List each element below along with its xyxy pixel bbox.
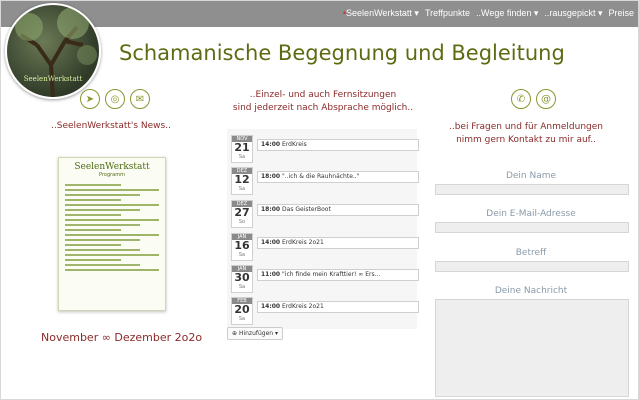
site-logo[interactable] xyxy=(5,3,101,99)
program-text-lines xyxy=(65,184,159,271)
event-date: FEB 20 Sa xyxy=(231,297,253,325)
nav-item-seelenwerkstatt[interactable]: •SeelenWerkstatt ▾ xyxy=(342,8,419,18)
event-title: 18:00 "..ich & die Rauhnächte.." xyxy=(257,171,419,183)
event-date: DEZ 27 So xyxy=(231,200,253,228)
event-date: DEZ 12 Sa xyxy=(231,167,253,195)
contact-icons xyxy=(511,89,556,109)
add-to-calendar-button[interactable]: ⊕ Hinzufügen ▾ xyxy=(227,327,283,340)
contact-info xyxy=(441,121,611,147)
event-title: 14:00 ErdKreis 2o21 xyxy=(257,301,419,313)
mail-icon[interactable]: ✉ xyxy=(130,89,150,109)
event-date: JAN 30 Sa xyxy=(231,265,253,293)
rss-icon: ⊕ xyxy=(232,330,238,337)
event-title: 11:00 "ich finde mein Krafttier! ∞ Ers... xyxy=(257,269,419,281)
program-subtitle: Programm xyxy=(99,172,125,178)
nav-item-wege-finden[interactable]: ..Wege finden ▾ xyxy=(475,8,539,18)
nav-item-preise[interactable]: Preise xyxy=(608,8,634,18)
sessions-info xyxy=(223,89,423,115)
contact-info-line1: ..bei Fragen und für Anmeldungen xyxy=(448,122,604,132)
event-item[interactable] xyxy=(231,297,417,325)
paper-plane-icon[interactable]: ➤ xyxy=(80,89,100,109)
event-item[interactable] xyxy=(231,233,417,261)
page-title: Schamanische Begegnung und Begleitung xyxy=(119,41,565,65)
at-sign-icon[interactable]: @ xyxy=(536,89,556,109)
nav-item-rausgepickt[interactable]: ..rausgepickt ▾ xyxy=(544,8,603,18)
instagram-icon[interactable]: ◎ xyxy=(105,89,125,109)
email-field[interactable] xyxy=(435,222,629,233)
event-date: NOV 21 Sa xyxy=(231,135,253,163)
message-textarea[interactable] xyxy=(435,299,629,397)
contact-info-line2: nimm gern Kontakt zu mir auf.. xyxy=(456,135,596,145)
event-title: 14:00 ErdKreis 2o21 xyxy=(257,237,419,249)
email-label: Dein E-Mail-Adresse xyxy=(486,209,576,219)
event-item[interactable] xyxy=(231,200,417,228)
event-item[interactable] xyxy=(231,135,417,163)
logo-text: SeelenWerkstatt xyxy=(23,75,83,83)
message-label: Deine Nachricht xyxy=(494,286,568,296)
event-title: 18:00 Das GeisterBoot xyxy=(257,204,419,216)
program-flyer-image[interactable] xyxy=(58,157,166,311)
sessions-info-line2: sind jederzeit nach Absprache möglich.. xyxy=(232,103,414,113)
event-title: 14:00 ErdKreis xyxy=(257,139,419,151)
event-date: JAN 16 Sa xyxy=(231,233,253,261)
program-caption: November ∞ Dezember 2o2o xyxy=(41,331,203,344)
event-item[interactable] xyxy=(231,167,417,195)
tree-logo-image xyxy=(7,5,99,97)
program-title: SeelenWerkstatt xyxy=(74,162,150,172)
name-field[interactable] xyxy=(435,184,629,195)
nav-item-treffpunkte[interactable]: Treffpunkte xyxy=(424,8,470,18)
subject-field[interactable] xyxy=(435,261,629,272)
phone-icon[interactable]: ✆ xyxy=(511,89,531,109)
news-title: ..SeelenWerkstatt's News.. xyxy=(51,121,171,131)
events-calendar xyxy=(227,129,417,329)
name-label: Dein Name xyxy=(505,171,557,181)
event-item[interactable] xyxy=(231,265,417,293)
sessions-info-line1: ..Einzel- und auch Fernsitzungen xyxy=(249,90,397,100)
social-icons xyxy=(80,89,150,109)
subject-label: Betreff xyxy=(515,248,547,258)
